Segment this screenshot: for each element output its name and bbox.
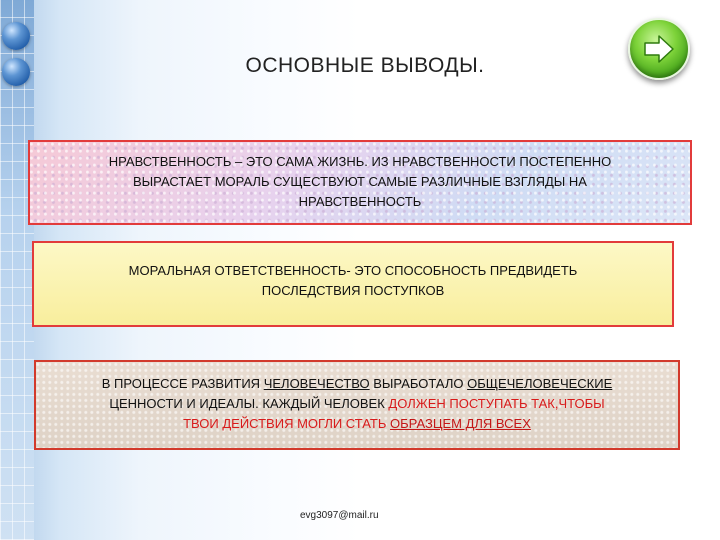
arrow-right-icon — [641, 32, 677, 66]
box3-line2-b: ДОЛЖЕН ПОСТУПАТЬ ТАК,ЧТОБЫ — [388, 396, 605, 411]
box3-line2-a: ЦЕННОСТИ И ИДЕАЛЫ. КАЖДЫЙ ЧЕЛОВЕК — [109, 396, 385, 411]
box3-line1-c: ВЫРАБОТАЛО — [373, 376, 464, 391]
box3-line1-b: ЧЕЛОВЕЧЕСТВО — [263, 376, 370, 391]
slide-title: ОСНОВНЫЕ ВЫВОДЫ. — [245, 54, 485, 77]
box1-line3: НРАВСТВЕННОСТЬ — [298, 194, 422, 209]
box3-line1-a: В ПРОЦЕССЕ РАЗВИТИЯ — [101, 376, 261, 391]
next-slide-button[interactable] — [628, 18, 690, 80]
box1-line2: ВЫРАСТАЕТ МОРАЛЬ СУЩЕСТВУЮТ САМЫЕ РАЗЛИЧНЫЕ ВЗГЛЯДЫ НА — [133, 174, 587, 189]
box2-line2: ПОСЛЕДСТВИЯ ПОСТУПКОВ — [261, 283, 445, 298]
box3-line3-a: ТВОИ ДЕЙСТВИЯ МОГЛИ СТАТЬ — [183, 416, 387, 431]
conclusion-box-responsibility — [32, 241, 674, 327]
conclusion-box-morality — [28, 140, 692, 225]
box2-line1: МОРАЛЬНАЯ ОТВЕТСТВЕННОСТЬ- ЭТО СПОСОБНОСТЬ ПРЕДВИДЕТЬ — [128, 263, 578, 278]
box3-line3-b: ОБРАЗЦЕМ ДЛЯ ВСЕХ — [390, 416, 531, 431]
box3-line1 — [50, 374, 664, 394]
left-decorative-strip — [0, 0, 34, 540]
decorative-orb-icon — [2, 58, 30, 86]
box3-line3 — [50, 414, 664, 434]
box3-line2 — [50, 394, 664, 414]
decorative-orb-icon — [2, 22, 30, 50]
footer-email: evg3097@mail.ru — [300, 510, 379, 521]
conclusion-box-values — [34, 360, 680, 450]
box3-line1-d: ОБЩЕЧЕЛОВЕЧЕСКИЕ — [467, 376, 613, 391]
box1-line1: НРАВСТВЕННОСТЬ – ЭТО САМА ЖИЗНЬ. ИЗ НРАВСТВЕННОСТИ ПОСТЕПЕННО — [108, 154, 612, 169]
